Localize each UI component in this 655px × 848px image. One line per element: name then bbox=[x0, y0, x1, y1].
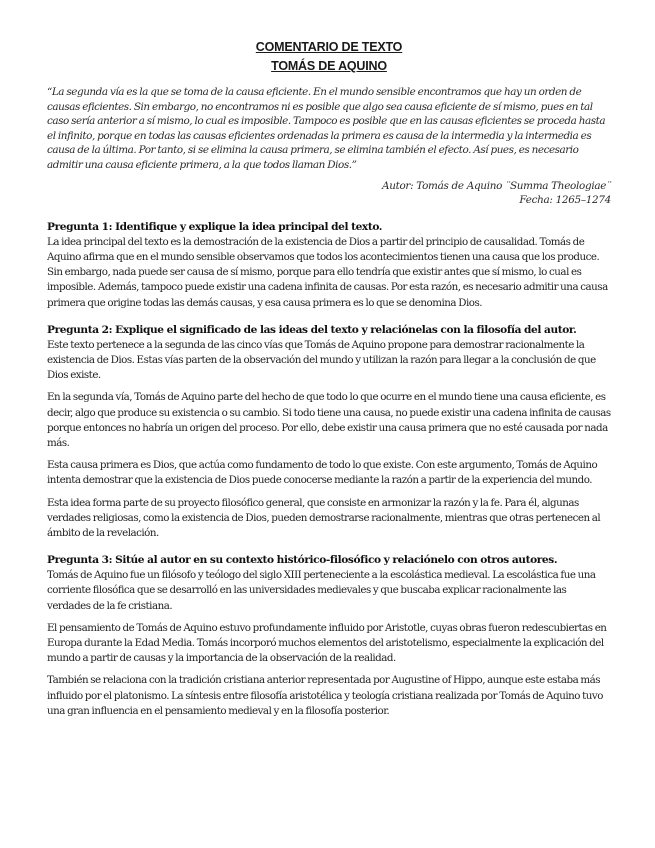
question-heading: Pregunta 2: Explique el significado de las ideas del texto y relaciónelas con la filosofía del autor. bbox=[47, 323, 577, 336]
question-heading: Pregunta 1: Identifique y explique la idea principal del texto. bbox=[47, 220, 383, 233]
author-line: Autor: Tomás de Aquino ¨Summa Theologiae¨ bbox=[381, 179, 611, 192]
question-heading: Pregunta 3: Sitúe al autor en su contexto histórico-filosófico y relaciónelo con otros autores. bbox=[47, 554, 558, 567]
answer-paragraph: Esta causa primera es Dios, que actúa como fundamento de todo lo que existe. Con este argumento, Tomás de Aquino intenta demostrar que la existencia de Dios puede conocerse mediante la razón a partir de la experiencia del mundo. bbox=[47, 459, 598, 487]
answer-paragraph: Tomás de Aquino fue un filósofo y teólogo del siglo XIII perteneciente a la escolástica medieval. La escolástica fue una corriente filosófica que se desarrolló en las universidades medievales y que buscaba explicar racionalmente las verdades de la fe cristiana. bbox=[47, 569, 596, 612]
question-section-1 bbox=[47, 220, 611, 311]
answer-paragraph: En la segunda vía, Tomás de Aquino parte del hecho de que todo lo que ocurre en el mundo tiene una causa eficiente, es decir, algo que produce su existencia o su cambio. Si todo tiene una causa, no puede existir una cadena infinita de causas porque entonces no habría un origen del proceso. Por ello, debe existir una causa primera que no esté causada por nada más. bbox=[47, 391, 611, 449]
document-subtitle: TOMÁS DE AQUINO bbox=[271, 59, 387, 73]
answer-paragraph: También se relaciona con la tradición cristiana anterior representada por Augustine of Hippo, aunque este estaba más influido por el platonismo. La síntesis entre filosofía aristotélica y teología cristiana realizada por Tomás de Aquino tuvo una gran influencia en el pensamiento medieval y en la filosofía posterior. bbox=[47, 674, 603, 717]
answer-paragraph: Este texto pertenece a la segunda de las cinco vías que Tomás de Aquino propone para demostrar racionalmente la existencia de Dios. Estas vías parten de la observación del mundo y utilizan la razón para llegar a la conclusión de que Dios existe. bbox=[47, 338, 596, 382]
question-section-2 bbox=[47, 323, 611, 541]
quoted-text: “La segunda vía es la que se toma de la causa eficiente. En el mundo sensible encontramos que hay un orden de causas eficientes. Sin embargo, no encontramos ni es posible que algo sea causa eficiente de sí mismo, pues en tal caso sería anterior a sí mismo, lo cual es imposible. Tampoco es posible que en las causas eficientes se proceda hasta el infinito, porque en todas las causas eficientes ordenadas la primera es causa de la intermedia y la intermedia es causa de la última. Por tanto, si se elimina la causa primera, se elimina también el efecto. Así pues, es necesario admitir una causa eficiente primera, a la que todos llaman Dios.” bbox=[47, 86, 606, 171]
question-section-3 bbox=[47, 553, 611, 719]
answer-paragraph: Esta idea forma parte de su proyecto filosófico general, que consiste en armonizar la razón y la fe. Para él, algunas verdades religiosas, como la existencia de Dios, pueden demostrarse racionalmente, mientras que otras pertenecen al ámbito de la revelación. bbox=[47, 496, 601, 539]
date-line: Fecha: 1265–1274 bbox=[519, 194, 611, 207]
document-title: COMENTARIO DE TEXTO bbox=[255, 40, 403, 54]
document-page bbox=[47, 38, 611, 719]
answer-paragraph: El pensamiento de Tomás de Aquino estuvo profundamente influido por Aristotle, cuyas obras fueron redescubiertas en Europa durante la Edad Media. Tomás incorporó muchos elementos del aristotelismo, especialmente la explicación del mundo a partir de causas y la importancia de la observación de la realidad. bbox=[47, 621, 607, 665]
answer-paragraph: La idea principal del texto es la demostración de la existencia de Dios a partir del principio de causalidad. Tomás de Aquino afirma que en el mundo sensible observamos que todos los acontecimientos tienen una causa que los produce. Sin embargo, nada puede ser causa de sí mismo, porque para ello tendría que existir antes que sí mismo, lo cual es imposible. Además, tampoco puede existir una cadena infinita de causas. Por esta razón, es necesario admitir una causa primera que origine todas las demás causas, y esa causa primera es lo que se denomina Dios. bbox=[47, 235, 608, 309]
